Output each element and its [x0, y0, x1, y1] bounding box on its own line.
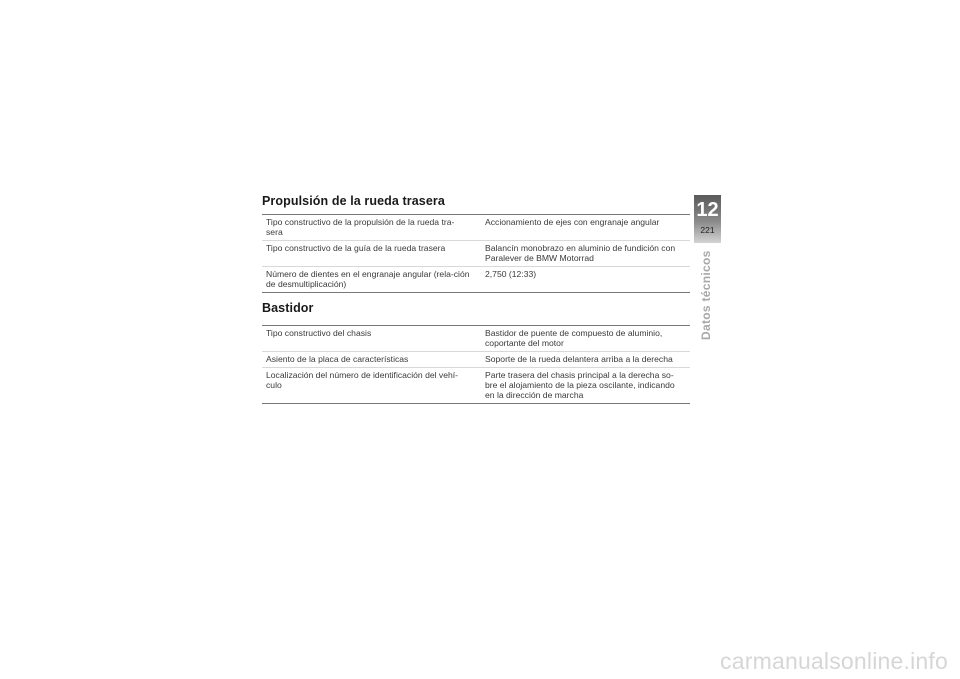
document-content — [262, 194, 690, 404]
row-label: Tipo constructivo de la guía de la rueda trasera — [262, 241, 481, 267]
row-label: Localización del número de identificación del vehí-culo — [262, 368, 481, 404]
spec-table-bastidor — [262, 325, 690, 404]
table-row — [262, 352, 690, 368]
table-row — [262, 215, 690, 241]
watermark: carmanualsonline.info — [720, 648, 948, 674]
row-value: 2,750 (12:33) — [481, 267, 690, 293]
row-value: Parte trasera del chasis principal a la derecha so-bre el alojamiento de la pieza oscilante, indicando en la dirección de marcha — [481, 368, 690, 404]
page-number: 221 — [700, 225, 715, 235]
spec-table-propulsion — [262, 214, 690, 293]
table-row — [262, 267, 690, 293]
table-row — [262, 241, 690, 267]
chapter-number: 12 — [696, 199, 719, 221]
row-label: Número de dientes en el engranaje angular (rela-ción de desmultiplicación) — [262, 267, 481, 293]
row-label: Tipo constructivo de la propulsión de la rueda tra-sera — [262, 215, 481, 241]
row-label: Asiento de la placa de características — [262, 352, 481, 368]
chapter-tab — [694, 195, 721, 243]
row-value: Accionamiento de ejes con engranaje angular — [481, 215, 690, 241]
row-label: Tipo constructivo del chasis — [262, 326, 481, 352]
row-value: Bastidor de puente de compuesto de aluminio, coportante del motor — [481, 326, 690, 352]
row-value: Balancín monobrazo en aluminio de fundición con Paralever de BMW Motorrad — [481, 241, 690, 267]
table-row — [262, 368, 690, 404]
chapter-side-label: Datos técnicos — [699, 250, 713, 340]
table-row — [262, 326, 690, 352]
section-title-propulsion: Propulsión de la rueda trasera — [262, 194, 445, 208]
section-title-bastidor: Bastidor — [262, 301, 314, 315]
row-value: Soporte de la rueda delantera arriba a la derecha — [481, 352, 690, 368]
